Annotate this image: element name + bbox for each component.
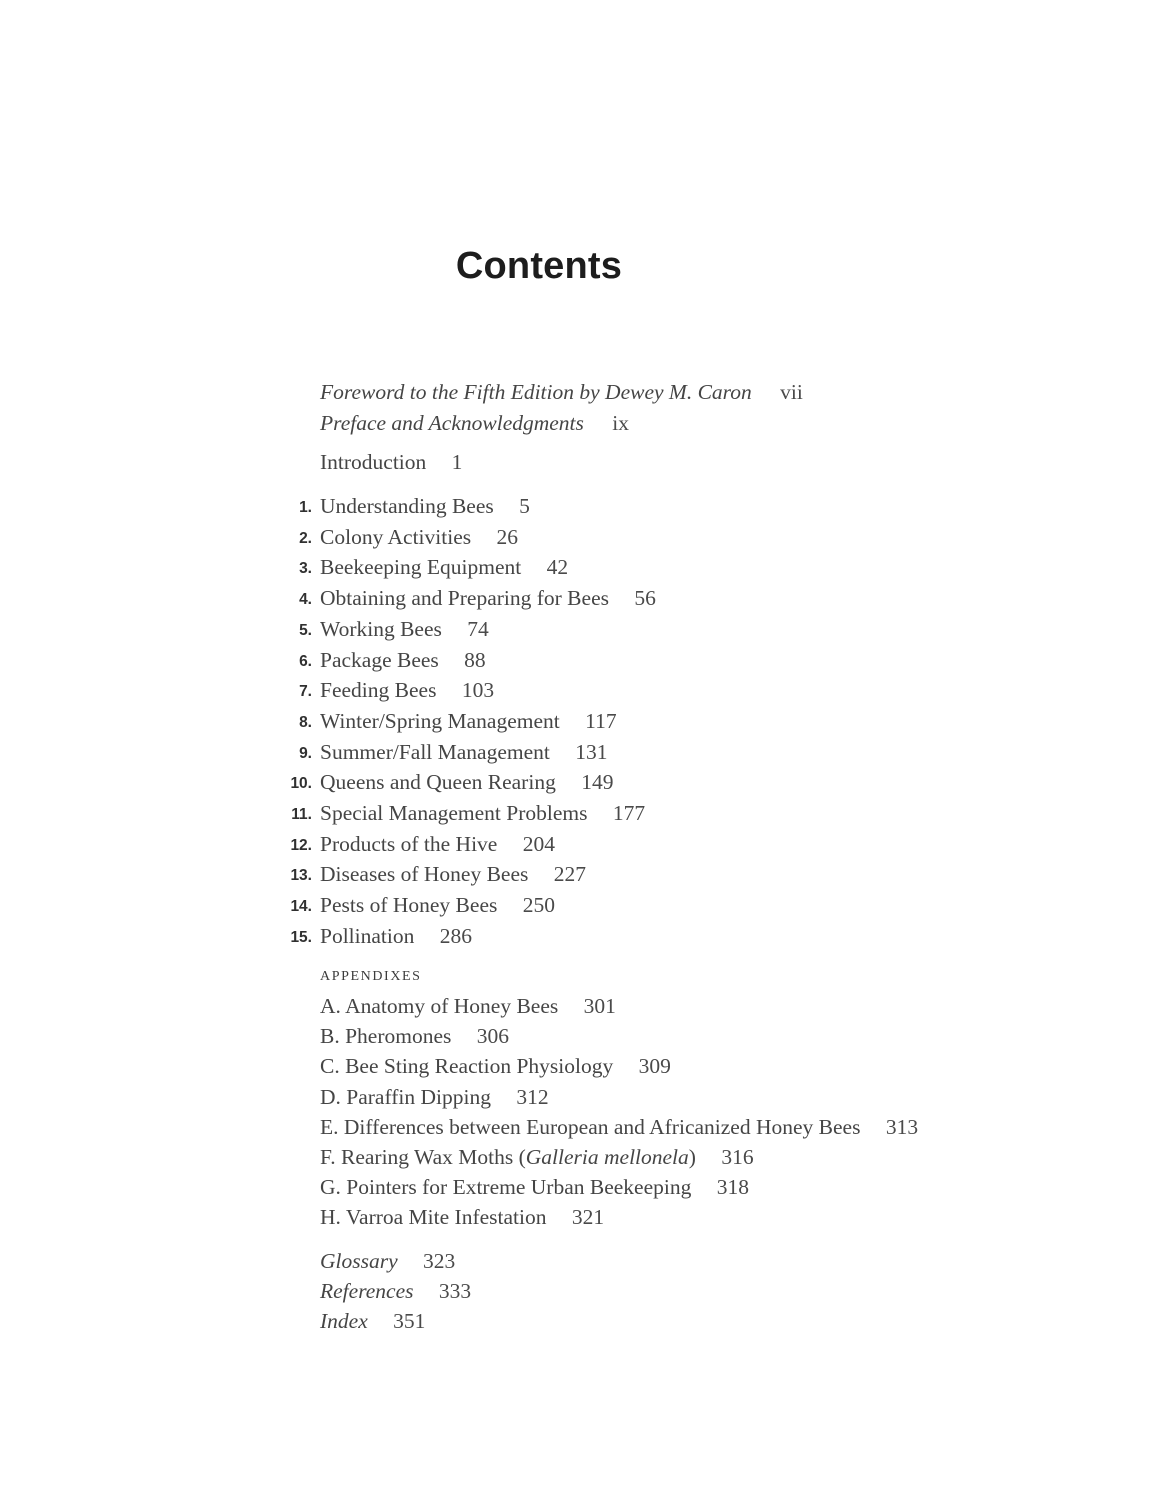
appendix-title: B. Pheromones xyxy=(320,1024,452,1049)
toc-appendix-entry xyxy=(320,1082,918,1112)
appendix-title-post: ) xyxy=(688,1145,696,1170)
chapter-title: Special Management Problems xyxy=(320,801,588,826)
chapter-page-number: 117 xyxy=(585,708,617,733)
appendix-page-number: 312 xyxy=(516,1084,549,1109)
back-matter-section xyxy=(320,1246,471,1337)
chapter-number: 8. xyxy=(299,713,312,731)
appendixes-section xyxy=(320,963,918,1233)
appendix-title: H. Varroa Mite Infestation xyxy=(320,1205,547,1230)
front-matter-section xyxy=(320,377,803,438)
toc-appendix-entry xyxy=(320,1142,918,1172)
appendix-title: D. Paraffin Dipping xyxy=(320,1084,491,1109)
chapter-number: 13. xyxy=(290,867,312,885)
back-matter-label: Glossary xyxy=(320,1249,398,1273)
toc-appendix-entry xyxy=(320,1021,918,1051)
chapter-page-number: 131 xyxy=(575,739,608,764)
back-matter-page-number: 351 xyxy=(393,1309,426,1334)
chapter-page-number: 88 xyxy=(464,647,486,672)
toc-chapter-entry xyxy=(290,829,656,860)
front-matter-label: Foreword to the Fifth Edition by Dewey M. Caron xyxy=(320,380,752,404)
chapter-title: Winter/Spring Management xyxy=(320,708,560,733)
appendix-page-number: 318 xyxy=(716,1175,749,1200)
introduction-label: Introduction xyxy=(320,450,427,474)
chapter-page-number: 5 xyxy=(519,494,530,518)
chapter-title: Colony Activities xyxy=(320,524,472,549)
appendix-page-number: 309 xyxy=(638,1054,671,1079)
chapter-page-number: 286 xyxy=(439,923,472,948)
appendix-title: G. Pointers for Extreme Urban Beekeeping xyxy=(320,1175,692,1200)
toc-chapter-entry xyxy=(299,491,656,522)
chapter-title: Understanding Bees xyxy=(320,494,494,518)
chapter-title: Queens and Queen Rearing xyxy=(320,770,556,795)
chapter-number: 1. xyxy=(299,499,312,516)
appendix-page-number: 313 xyxy=(885,1114,919,1139)
toc-chapter-entry xyxy=(290,767,656,798)
toc-back-matter-entry xyxy=(320,1246,471,1276)
chapter-number: 10. xyxy=(290,775,312,793)
chapter-number: 5. xyxy=(299,621,312,639)
back-matter-page-number: 323 xyxy=(423,1249,456,1273)
appendix-page-number: 301 xyxy=(583,994,616,1018)
page-title: Contents xyxy=(455,245,623,287)
chapter-title: Pollination xyxy=(320,923,415,948)
chapter-title: Summer/Fall Management xyxy=(320,739,550,764)
toc-chapter-entry xyxy=(299,522,656,553)
chapter-title: Products of the Hive xyxy=(320,831,498,856)
toc-chapter-entry xyxy=(290,890,656,921)
appendix-page-number: 316 xyxy=(721,1145,754,1170)
introduction-section xyxy=(320,447,462,478)
toc-chapter-entry xyxy=(299,552,656,583)
appendix-title-pre: F. Rearing Wax Moths ( xyxy=(320,1145,526,1170)
appendix-page-number: 306 xyxy=(476,1024,510,1049)
chapter-number: 3. xyxy=(299,560,312,578)
chapter-title: Diseases of Honey Bees xyxy=(320,862,529,887)
front-matter-page-number: ix xyxy=(612,410,630,435)
toc-chapter-entry xyxy=(299,675,656,706)
chapter-page-number: 149 xyxy=(581,770,614,795)
chapter-page-number: 250 xyxy=(522,893,555,918)
toc-chapter-entry xyxy=(299,706,656,737)
appendix-title: A. Anatomy of Honey Bees xyxy=(320,994,559,1018)
chapter-number: 14. xyxy=(290,898,312,916)
chapter-page-number: 177 xyxy=(612,801,646,826)
toc-front-matter-entry xyxy=(320,377,803,408)
back-matter-page-number: 333 xyxy=(438,1279,472,1304)
toc-appendix-entry xyxy=(320,1112,918,1142)
chapter-number: 12. xyxy=(290,836,312,854)
toc-back-matter-entry xyxy=(320,1306,471,1336)
chapter-page-number: 74 xyxy=(467,616,489,641)
toc-chapter-entry xyxy=(299,737,656,768)
chapter-number: 7. xyxy=(299,683,312,701)
chapter-title: Obtaining and Preparing for Bees xyxy=(320,586,609,611)
chapter-page-number: 204 xyxy=(522,831,555,856)
back-matter-label: Index xyxy=(320,1309,368,1334)
chapter-page-number: 26 xyxy=(496,524,518,549)
title-row xyxy=(0,246,1078,288)
toc-chapter-entry xyxy=(290,921,656,952)
appendixes-heading: APPENDIXES xyxy=(320,969,422,984)
toc-appendix-entry xyxy=(320,991,918,1021)
chapter-title: Pests of Honey Bees xyxy=(320,893,498,918)
chapter-title: Beekeeping Equipment xyxy=(320,555,522,580)
toc-introduction-entry xyxy=(320,447,462,478)
chapter-page-number: 227 xyxy=(553,862,587,887)
toc-chapter-entry xyxy=(291,798,656,829)
front-matter-label: Preface and Acknowledgments xyxy=(320,410,584,435)
chapter-number: 6. xyxy=(299,652,312,670)
chapter-list xyxy=(290,491,656,952)
toc-chapter-entry xyxy=(299,583,656,614)
chapter-number: 15. xyxy=(290,928,312,946)
species-name-italic: Galleria mellonela xyxy=(525,1145,689,1170)
toc-back-matter-entry xyxy=(320,1276,471,1306)
back-matter-label: References xyxy=(320,1279,414,1304)
toc-appendix-entry xyxy=(320,1202,918,1232)
chapter-number: 4. xyxy=(299,591,312,609)
front-matter-page-number: vii xyxy=(780,380,803,404)
appendix-title: C. Bee Sting Reaction Physiology xyxy=(320,1054,614,1079)
chapter-number: 11. xyxy=(291,806,312,824)
toc-appendix-entry xyxy=(320,1172,918,1202)
introduction-page-number: 1 xyxy=(451,450,463,474)
appendix-page-number: 321 xyxy=(571,1205,605,1230)
toc-appendix-entry xyxy=(320,1051,918,1081)
chapter-number: 2. xyxy=(299,529,312,547)
chapter-title: Working Bees xyxy=(320,616,442,641)
appendix-title: E. Differences between European and Africanized Honey Bees xyxy=(320,1114,861,1139)
toc-chapter-entry xyxy=(299,645,656,676)
chapter-page-number: 103 xyxy=(461,678,495,703)
toc-chapter-entry xyxy=(299,614,656,645)
toc-chapter-entry xyxy=(290,859,656,890)
toc-front-matter-entry xyxy=(320,408,803,439)
chapter-title: Feeding Bees xyxy=(320,678,437,703)
chapter-page-number: 42 xyxy=(546,555,569,580)
chapter-title: Package Bees xyxy=(320,647,439,672)
chapter-number: 9. xyxy=(299,744,312,762)
chapter-page-number: 56 xyxy=(634,586,656,611)
